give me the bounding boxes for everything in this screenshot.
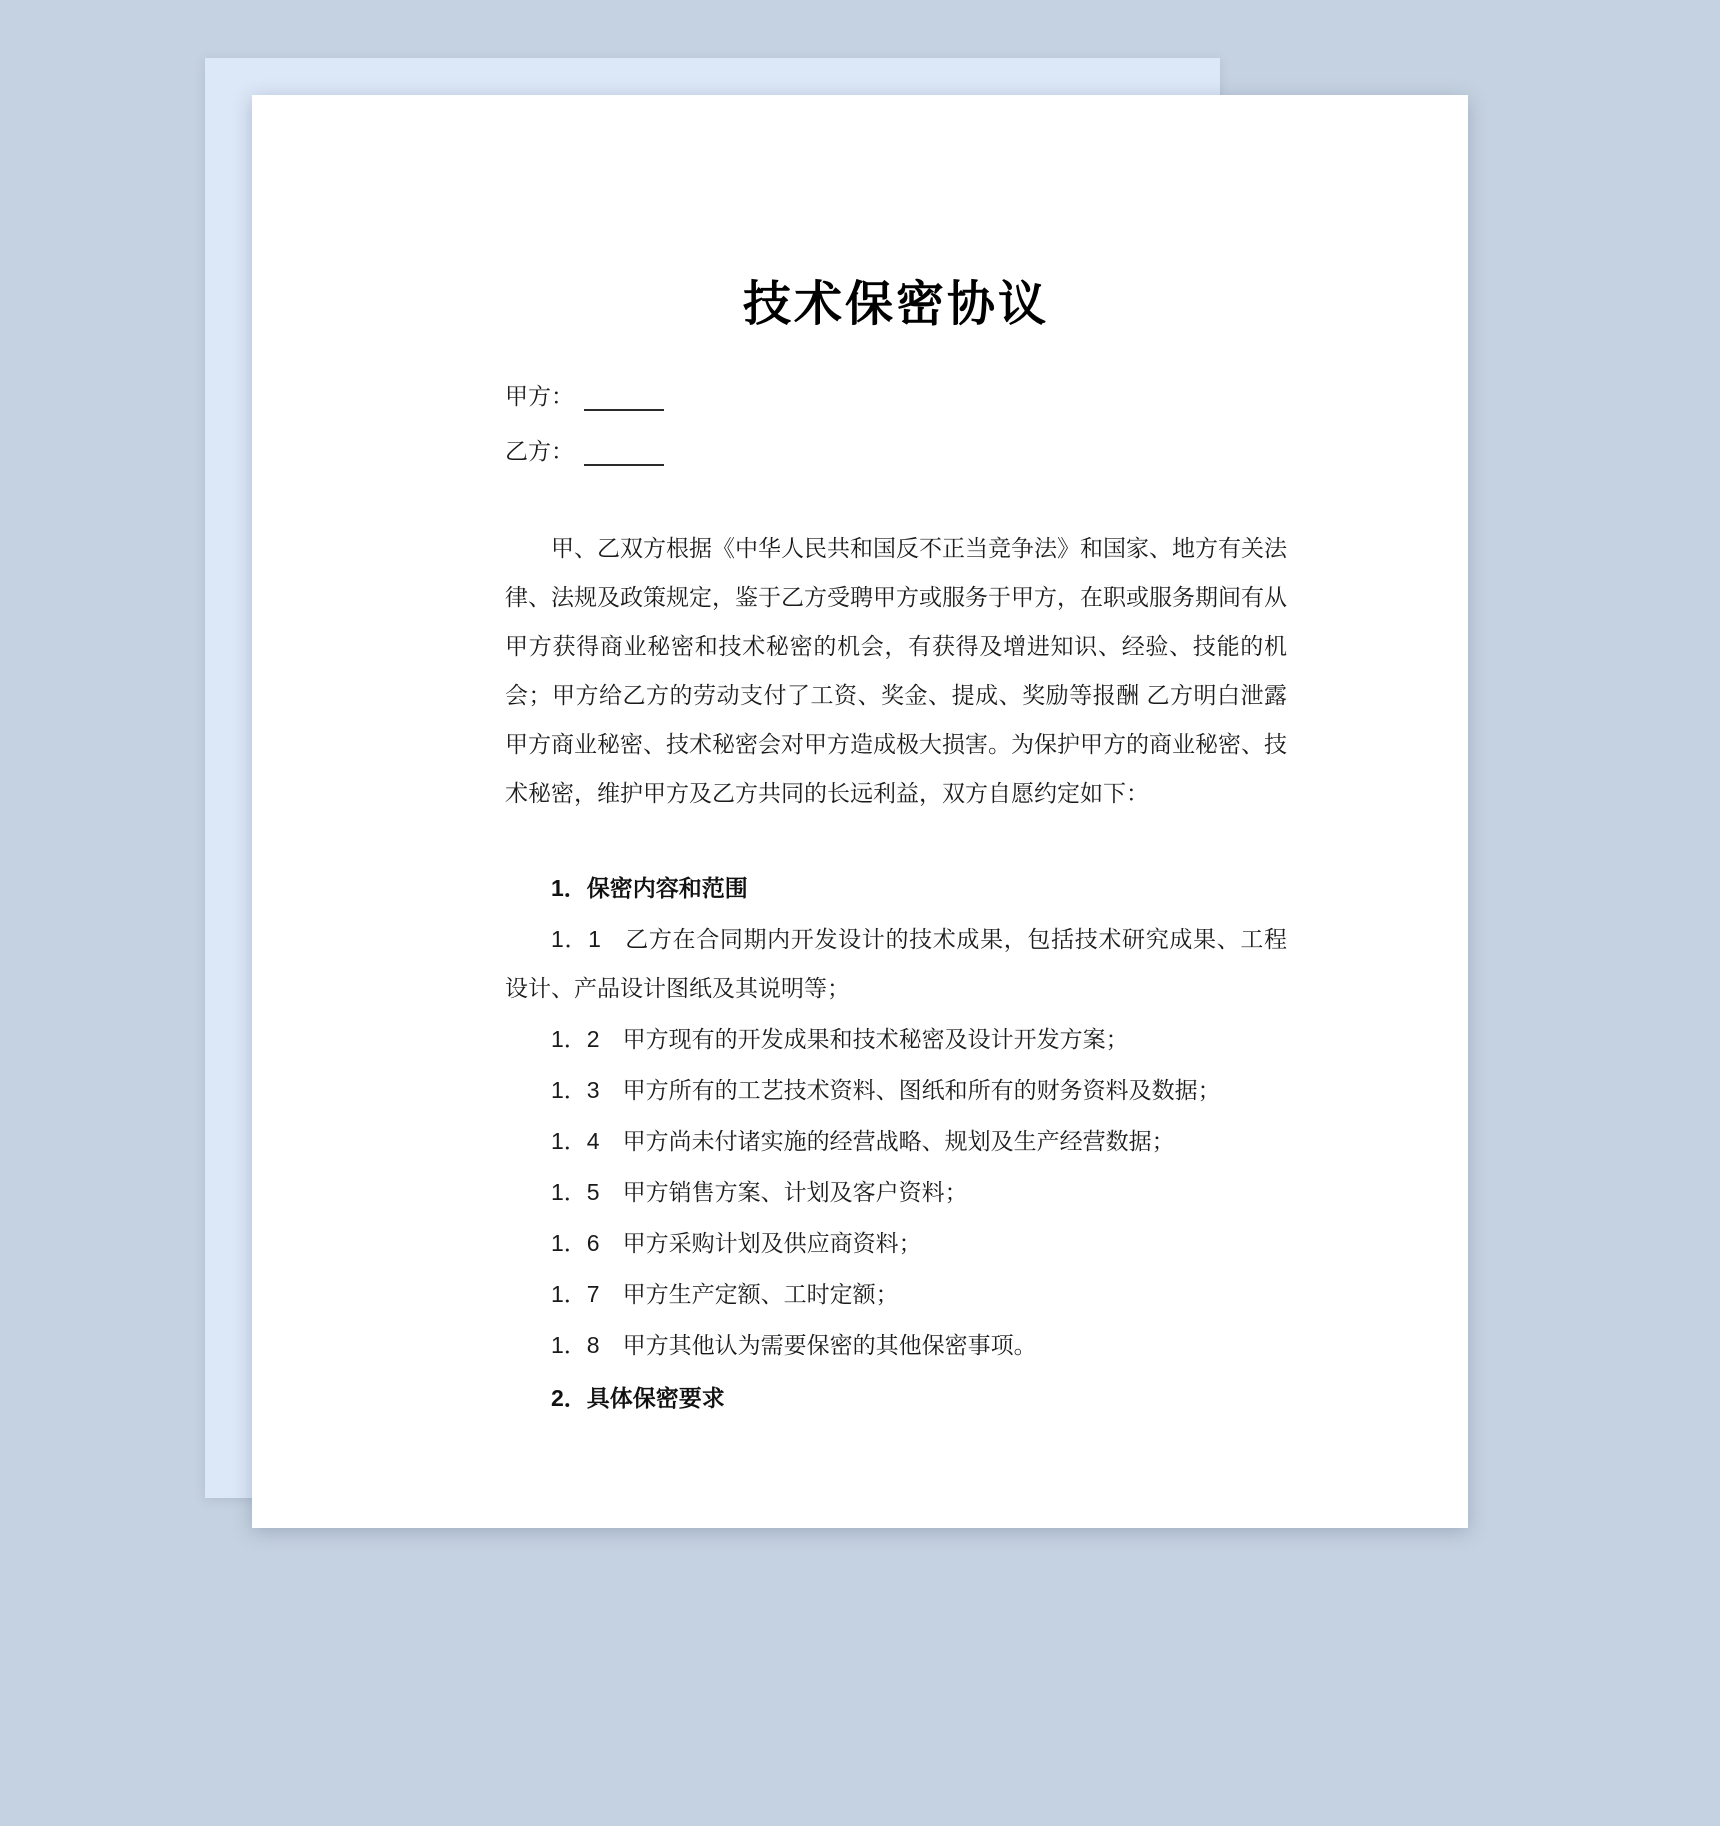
clause-item-1-7: 1．7 甲方生产定额、工时定额； (551, 1281, 899, 1307)
section-2-heading: 2．具体保密要求 (551, 1385, 725, 1411)
clause-item-1-1: 1．1 乙方在合同期内开发设计的技术成果，包括技术研究成果、工程设计、产品设计图纸及其说明等； (505, 926, 1287, 1001)
preamble-paragraph: 甲、乙双方根据《中华人民共和国反不正当竞争法》和国家、地方有关法律、法规及政策规定，鉴于乙方受聘甲方或服务于甲方，在职或服务期间有从甲方获得商业秘密和技术秘密的机会，有获得及增进知识、经验、技能的机会；甲方给乙方的劳动支付了工资、奖金、提成、奖励等报酬 乙方明白泄露甲方商业秘密、技术秘密会对甲方造成极大损害。为保护甲方的商业秘密、技术秘密，维护甲方及乙方共同的长远利益，双方自愿约定如下： (505, 535, 1287, 806)
clause-item-1-5: 1．5 甲方销售方案、计划及客户资料； (551, 1179, 968, 1205)
party-a-blank-line (584, 385, 664, 411)
document-title: 技术保密协议 (742, 278, 1049, 331)
clause-item-1-2: 1．2 甲方现有的开发成果和技术秘密及设计开发方案； (551, 1026, 1129, 1052)
clause-item-1-4: 1．4 甲方尚未付诸实施的经营战略、规划及生产经营数据； (551, 1128, 1175, 1154)
party-b-line (505, 436, 1287, 466)
party-b-blank-line (584, 440, 664, 466)
section-1-heading: 1．保密内容和范围 (551, 875, 748, 901)
document-page (252, 95, 1468, 1528)
clause-item-1-8: 1．8 甲方其他认为需要保密的其他保密事项。 (551, 1332, 1037, 1358)
clause-item-1-6: 1．6 甲方采购计划及供应商资料； (551, 1230, 922, 1256)
party-b-label: 乙方： (505, 438, 574, 464)
clause-item-1-3: 1．3 甲方所有的工艺技术资料、图纸和所有的财务资料及数据； (551, 1077, 1221, 1103)
party-a-line (505, 381, 1287, 411)
document-content (252, 95, 1468, 1423)
party-a-label: 甲方： (505, 383, 574, 409)
